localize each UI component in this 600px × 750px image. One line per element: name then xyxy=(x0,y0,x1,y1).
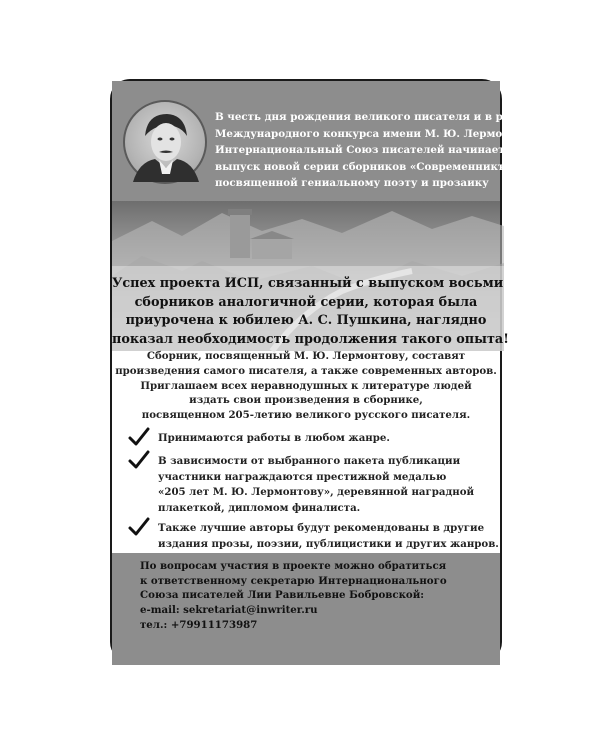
bullet-line: издания прозы, поэзии, публицистики и других жанров. xyxy=(158,537,499,550)
intro-line: Сборник, посвященный М. Ю. Лермонтову, составят xyxy=(146,350,466,362)
headline-line: приурочена к юбилею А. С. Пушкина, наглядно xyxy=(125,313,487,328)
header-line: выпуск новой серии сборников «Современникъ», xyxy=(215,160,516,173)
footer-contact-band xyxy=(112,553,500,665)
checkmark-icon xyxy=(128,450,150,470)
headline-line: показал необходимость продолжения такого опыта! xyxy=(112,331,509,347)
header-band xyxy=(112,81,539,201)
header-line: Международного конкурса имени М. Ю. Лермонтова xyxy=(215,127,537,140)
contact-line: Союза писателей Лии Равильевне Бобровской: xyxy=(140,589,425,602)
intro-line: Приглашаем всех неравнодушных к литературе людей xyxy=(140,379,472,392)
intro-paragraph xyxy=(112,349,500,423)
headline-line: сборников аналогичной серии, которая была xyxy=(134,294,478,310)
intro-line: произведения самого писателя, а также современных авторов. xyxy=(115,364,497,377)
checkmark-icon xyxy=(128,427,150,447)
portrait-image xyxy=(123,100,207,184)
announcement-card xyxy=(110,79,539,662)
header-line: В честь дня рождения великого писателя и в рамках xyxy=(215,111,539,123)
checkmark-icon xyxy=(128,517,150,537)
header-line: посвященной гениальному поэту и прозаику xyxy=(215,177,489,189)
contact-info xyxy=(140,559,447,633)
bullet-line: В зависимости от выбранного пакета публикации xyxy=(158,455,461,467)
contact-phone[interactable]: тел.: +79911173987 xyxy=(140,618,258,631)
bullet-text xyxy=(158,521,499,552)
contact-email[interactable]: e-mail: sekretariat@inwriter.ru xyxy=(140,604,318,617)
contact-line: По вопросам участия в проекте можно обратиться xyxy=(140,560,447,572)
contact-line: к ответственному секретарю Интернационального xyxy=(140,574,447,587)
bullet-line: Принимаются работы в любом жанре. xyxy=(158,432,390,444)
headline xyxy=(112,275,509,349)
bullet-line: участники награждаются престижной медалью xyxy=(158,470,447,483)
bullet-text xyxy=(158,431,390,447)
header-text xyxy=(215,109,539,192)
bullet-line: «205 лет М. Ю. Лермонтову», деревянной наградной xyxy=(158,486,475,498)
headline-line: Успех проекта ИСП, связанный с выпуском восьми xyxy=(112,276,504,291)
bullet-line: Также лучшие авторы будут рекомендованы в другие xyxy=(158,522,485,534)
intro-line: издать свои произведения в сборнике, xyxy=(189,394,423,407)
intro-line: посвященном 205-летию великого русского писателя. xyxy=(141,409,471,422)
bullet-text xyxy=(158,454,474,516)
bullet-line: плакеткой, дипломом финалиста. xyxy=(158,501,361,514)
header-line: Интернациональный Союз писателей начинает xyxy=(215,144,505,156)
